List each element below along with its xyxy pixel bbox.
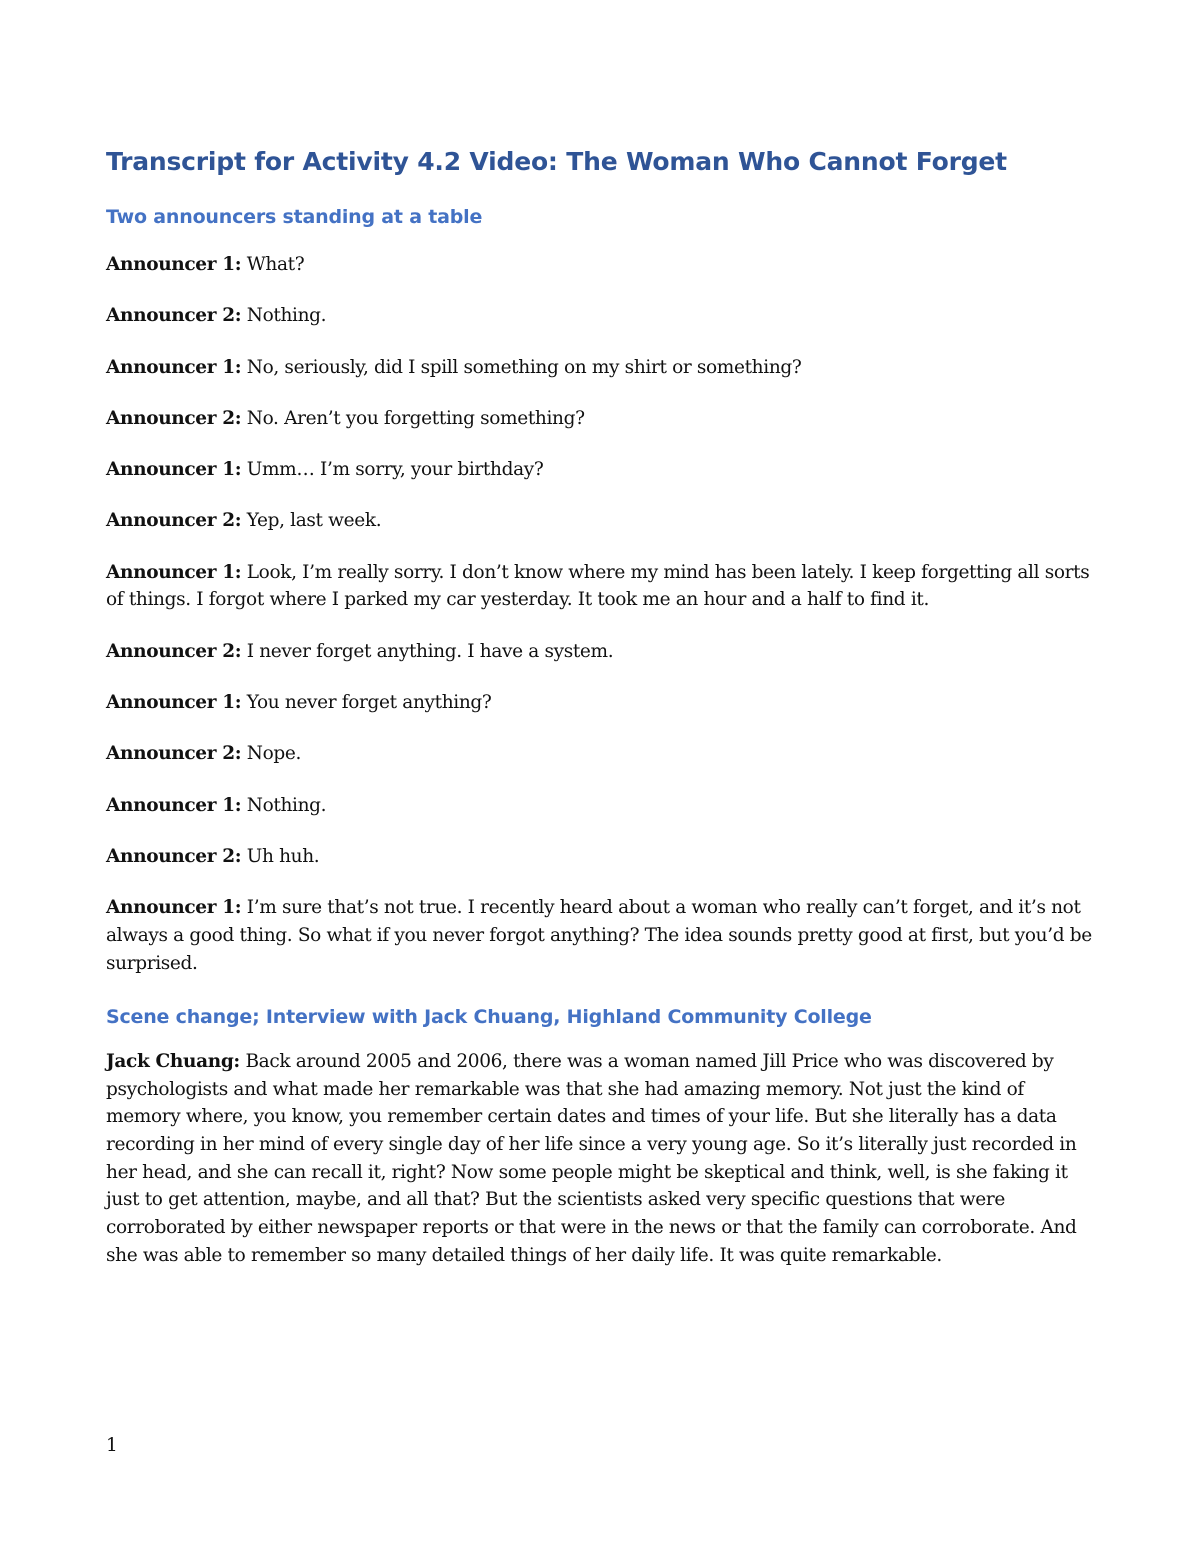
speaker-label: Announcer 2: — [106, 640, 242, 662]
dialogue-text: Yep, last week. — [246, 510, 382, 532]
section-heading: Two announcers standing at a table — [106, 206, 483, 228]
document-body — [106, 140, 1101, 1293]
speaker-label: Announcer 1: — [106, 897, 242, 919]
dialogue-line — [106, 559, 1101, 614]
dialogue-line — [106, 1048, 1101, 1270]
dialogue-text: Nothing. — [246, 794, 327, 816]
dialogue-line — [106, 456, 1101, 484]
dialogue-text: Nope. — [246, 743, 301, 765]
dialogue-text: No. Aren’t you forgetting something? — [246, 407, 585, 429]
dialogue-text: I’m sure that’s not true. I recently heard about a woman who really can’t forget, and it’s not always a good thing. So what if you never forgot anything? The idea sounds pretty good at first, but you’d be surprised. — [106, 897, 1092, 974]
speaker-label: Announcer 2: — [106, 407, 242, 429]
dialogue-text: Look, I’m really sorry. I don’t know where my mind has been lately. I keep forgetting all sorts of things. I forgot where I parked my car yesterday. It took me an hour and a half to find it. — [106, 561, 1090, 611]
dialogue-text: I never forget anything. I have a system. — [246, 640, 614, 662]
dialogue-line — [106, 894, 1101, 977]
dialogue-text: You never forget anything? — [246, 692, 492, 714]
dialogue-line — [106, 354, 1101, 382]
speaker-label: Announcer 2: — [106, 845, 242, 867]
speaker-label: Announcer 1: — [106, 692, 242, 714]
speaker-label: Announcer 1: — [106, 794, 242, 816]
dialogue-line — [106, 689, 1101, 717]
page-number: 1 — [106, 1435, 118, 1456]
dialogue-text: No, seriously, did I spill something on my shirt or something? — [246, 356, 802, 378]
dialogue-line — [106, 507, 1101, 535]
document-title: Transcript for Activity 4.2 Video: The Woman Who Cannot Forget — [106, 147, 1007, 176]
speaker-label: Announcer 1: — [106, 459, 242, 481]
dialogue-line — [106, 302, 1101, 330]
speaker-label: Announcer 2: — [106, 510, 242, 532]
speaker-label: Announcer 1: — [106, 254, 242, 275]
dialogue-line — [106, 405, 1101, 433]
speaker-label: Announcer 2: — [106, 743, 242, 765]
dialogue-line — [106, 251, 1101, 279]
speaker-label: Announcer 1: — [106, 561, 242, 583]
speaker-label: Jack Chuang: — [106, 1050, 240, 1072]
dialogue-line — [106, 792, 1101, 820]
speaker-label: Announcer 1: — [106, 356, 242, 378]
dialogue-text: What? — [246, 254, 305, 275]
speaker-label: Announcer 2: — [106, 305, 242, 327]
dialogue-line — [106, 638, 1101, 666]
section-heading: Scene change; Interview with Jack Chuang, Highland Community College — [106, 1005, 872, 1028]
dialogue-text: Back around 2005 and 2006, there was a woman named Jill Price who was discovered by psychologists and what made her remarkable was that she had amazing memory. Not just the kind of memory where, you know, you remember certain dates and times of your life. But she literally has a data recording in her mind of every single day of her life since a very young age. So it’s literally just recorded in her head, and she can recall it, right? Now some people might be skeptical and think, well, is she faking it just to get attention, maybe, and all that? But the scientists asked very specific questions that were corroborated by either newspaper reports or that were in the news or that the family can corroborate. And she was able to remember so many detailed things of her daily life. It was quite remarkable. — [106, 1050, 1077, 1266]
dialogue-text: Umm… I’m sorry, your birthday? — [246, 459, 544, 481]
dialogue-line — [106, 740, 1101, 768]
dialogue-text: Nothing. — [246, 305, 327, 327]
dialogue-line — [106, 843, 1101, 871]
dialogue-text: Uh huh. — [246, 845, 320, 867]
